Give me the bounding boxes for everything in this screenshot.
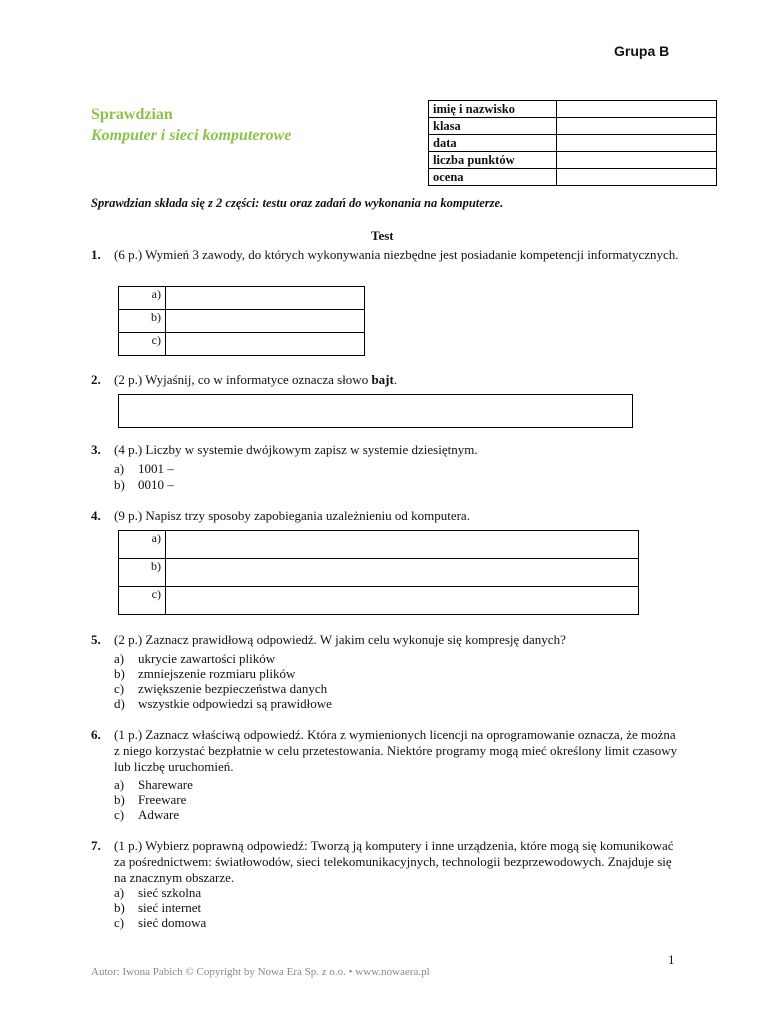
info-row-points (429, 152, 717, 169)
group-label: Grupa B (614, 43, 670, 59)
info-label: klasa (429, 118, 557, 135)
info-row-class (429, 118, 717, 135)
option: a) 1001 – (114, 461, 174, 476)
answer-cell[interactable] (166, 559, 639, 587)
answer-cell[interactable] (166, 310, 365, 333)
option: c) zwiększenie bezpieczeństwa danych (114, 681, 328, 696)
question-number: 6. (91, 727, 101, 742)
option: c) sieć domowa (114, 915, 207, 930)
answer-label: b) (119, 559, 166, 587)
question-text: (1 p.) Zaznacz właściwą odpowiedź. Która z wymienionych licencji na oprogramowanie oznacza, że można z niego korzystać bezpłatnie w celu przetestowania. Niektóre programy mogą mieć określony limit czasowy lub liczbę uruchomień. (114, 727, 678, 774)
section-title: Test (371, 228, 394, 243)
intro-text: Sprawdzian składa się z 2 części: testu oraz zadań do wykonania na komputerze. (91, 196, 504, 210)
question-text: (2 p.) Wyjaśnij, co w informatyce oznacza słowo bajt. (114, 372, 398, 387)
info-label: imię i nazwisko (429, 101, 557, 118)
option: a) ukrycie zawartości plików (114, 651, 276, 666)
document-title: Sprawdzian (91, 106, 173, 123)
answer-cell[interactable] (166, 587, 639, 615)
info-value[interactable] (557, 135, 717, 152)
answer-label: a) (119, 531, 166, 559)
question-text: (1 p.) Wybierz poprawną odpowiedź: Tworzą ją komputery i inne urządzenia, które mogą się komunikować za pośrednictwem: światłowodów, sieci telekomunikacyjnych, technologii bezprzewodowych. Znajduje się na znacznym obszarze. (114, 838, 674, 885)
question-number: 5. (91, 632, 101, 647)
answer-box-q2[interactable] (118, 394, 633, 428)
option: d) wszystkie odpowiedzi są prawidłowe (114, 696, 332, 711)
info-value[interactable] (557, 118, 717, 135)
answer-cell[interactable] (166, 287, 365, 310)
info-label: ocena (429, 169, 557, 186)
student-info-table (428, 100, 717, 186)
option: b) Freeware (114, 792, 187, 807)
answer-cell[interactable] (166, 531, 639, 559)
info-label: data (429, 135, 557, 152)
question-text: (9 p.) Napisz trzy sposoby zapobiegania uzależnieniu od komputera. (114, 508, 470, 523)
answer-label: a) (119, 287, 166, 310)
option: a) sieć szkolna (114, 885, 202, 900)
info-row-grade (429, 169, 717, 186)
info-row-name (429, 101, 717, 118)
option: a) Shareware (114, 777, 193, 792)
question-number: 3. (91, 442, 101, 457)
answer-label: c) (119, 333, 166, 356)
option: b) zmniejszenie rozmiaru plików (114, 666, 296, 681)
option: b) sieć internet (114, 900, 202, 915)
question-text: (2 p.) Zaznacz prawidłową odpowiedź. W jakim celu wykonuje się kompresję danych? (114, 632, 566, 647)
answer-table-q4 (118, 530, 639, 615)
question-number: 4. (91, 508, 101, 523)
question-number: 7. (91, 838, 101, 853)
page-number: 1 (668, 952, 675, 967)
info-label: liczba punktów (429, 152, 557, 169)
question-number: 1. (91, 247, 101, 262)
answer-label: c) (119, 587, 166, 615)
answer-label: b) (119, 310, 166, 333)
option: c) Adware (114, 807, 180, 822)
question-text: (4 p.) Liczby w systemie dwójkowym zapisz w systemie dziesiętnym. (114, 442, 478, 457)
question-number: 2. (91, 372, 101, 387)
answer-cell[interactable] (166, 333, 365, 356)
footer-copyright: Autor: Iwona Pabich © Copyright by Nowa Era Sp. z o.o. • www.nowaera.pl (91, 966, 430, 978)
question-text: (6 p.) Wymień 3 zawody, do których wykonywania niezbędne jest posiadanie kompetencji informatycznych. (114, 247, 679, 262)
info-value[interactable] (557, 101, 717, 118)
document-subtitle: Komputer i sieci komputerowe (91, 127, 292, 144)
answer-table-q1 (118, 286, 365, 356)
info-row-date (429, 135, 717, 152)
info-value[interactable] (557, 152, 717, 169)
option: b) 0010 – (114, 477, 174, 492)
info-value[interactable] (557, 169, 717, 186)
